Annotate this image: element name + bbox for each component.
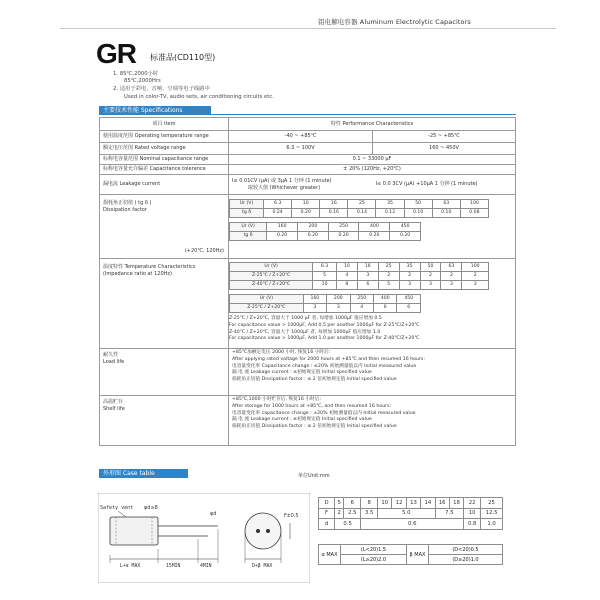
capacitor-body [110,517,158,545]
temp-notes [229,316,515,343]
beta-max-large: (D≥20)1.0 [429,555,503,565]
tc-z25-row-label: Z-25℃ / Z+20℃ [230,272,313,281]
df-voltage-row-cell: 63 [432,200,460,209]
alpha-max-short: (L<20)1.5 [341,545,407,555]
tc-hv-z25-row-cell: 6 [397,304,421,313]
leakage-formula-low: I≤ 0.01CV (μA) 或 3μA 1 分钟 (1 minute) [232,178,332,184]
cap-range-value: 0.1 ~ 33000 μF [229,155,516,165]
dim-value: 0.8 [464,519,481,530]
dim-label: d [319,519,335,530]
df-hv-voltage-row-cell: 250 [328,223,359,232]
df-voltage-row-cell: 100 [460,200,488,209]
cap-tolerance-label: 标称电容量允许偏差 Capacitance tolerance [100,165,229,175]
dim-value: 12 [392,498,406,509]
dim-value: 22 [464,498,481,509]
df-hv-tg-row-cell: 0.20 [297,232,328,241]
dimension-table [318,497,503,530]
cap-tolerance-value: ± 20% (120Hz, +20℃) [229,165,516,175]
dim-label: F [319,508,335,519]
dim-row-d [319,498,503,509]
df-table-high-voltage [229,222,421,241]
dim-value: 7.5 [435,508,464,519]
dim-value: 0.6 [361,519,464,530]
spec-table [99,117,516,446]
tc-z25-row-cell: 2 [378,272,399,281]
tc-z40-row-cell: 10 [313,281,337,290]
df-tg-row-cell: 0.24 [264,209,292,218]
df-hv-tg-row-cell: 0.20 [390,232,421,241]
temp-note-line: Z-40℃ / Z+20℃, 容量大于 1000μF 者, 每增加 1000μF 值应增加 1.0 [229,329,381,335]
tc-hv-z25-row-cell: 3 [327,304,350,313]
tc-hv-voltage-row-cell: 160 [303,295,326,304]
df-label-cn: 损耗角正切值 ( tg δ ) [103,200,152,206]
tc-hv-voltage-row-cell: 450 [397,295,421,304]
load-life-line: +85℃加额定电压 2000 小时, 恢复16 小时后: [232,350,331,355]
tc-z25-row-cell: 2 [441,272,462,281]
dim-value: 10 [464,508,481,519]
tc-voltage-row-cell: 16 [357,263,378,272]
df-hv-voltage-row-cell: 400 [359,223,390,232]
beta-max-small: (D<20)0.5 [429,545,503,555]
tc-z25-row [230,272,489,281]
tc-z25-row-cell: 2 [462,272,489,281]
dim-value: 3.5 [361,508,378,519]
df-hv-voltage-row-cell: 200 [297,223,328,232]
case-drawing [98,493,310,583]
df-voltage-row-cell: 50 [404,200,432,209]
op-temp-value-high: -25 ~ +85℃ [373,131,516,143]
load-life-text [229,349,516,396]
shelf-life-line: 损耗角正切值 Dissipation factor : ≤ 2 倍初始规定值 Initial specified value [232,424,397,430]
specifications-section-title: 主要技术性能 Specifications [99,106,211,115]
temp-tables-cell [229,259,516,349]
tc-z40-row-cell: 5 [378,281,399,290]
dim-value: 10 [378,498,392,509]
leakage-value-low [229,175,373,195]
page-header-title: 铝电解电容器 Aluminum Electrolytic Capacitors [318,18,471,26]
feature-line-1: 1. 85℃,2000小时 [113,71,159,77]
dim-value: 2.5 [344,508,361,519]
load-life-label-cn: 耐久性 [103,352,119,358]
shelf-life-label-cell [100,396,229,446]
dim-value: 16 [435,498,449,509]
load-life-line: 电容量变化率 Capacitance change : ≤20% 初始测量值以内 Initial measured value [232,363,417,369]
tc-z25-row-cell: 4 [336,272,357,281]
shelf-life-line: 电容量变化率 capacitance change : ±20% 初始测量值以内 Initial measured value [232,410,416,416]
df-tg-row-cell: 0.10 [404,209,432,218]
tc-voltage-row-cell: 63 [441,263,462,272]
df-voltage-row [230,200,489,209]
lead-15min-label: 15MIN [166,564,181,569]
feature-line-2: 85℃,2000Hrs [124,78,161,84]
tc-voltage-row-cell: 50 [420,263,441,272]
df-tg-row-cell: 0.10 [432,209,460,218]
df-hv-voltage-row-label: Ur (V) [230,223,267,232]
df-voltage-row-cell: 16 [320,200,348,209]
tc-voltage-row [230,263,489,272]
op-temp-value-low: -40 ~ +85℃ [229,131,373,143]
beta-max-label: β MAX [407,545,429,565]
df-label-en: Dissipation factor [103,206,147,213]
tc-hv-z25-row-cell: 4 [350,304,373,313]
lead-dia-label: φd [210,511,217,517]
temp-note-line: For capacitance value > 1000μF, Add 1.0 per another 1000μF for Z-40℃/Z+20℃ [229,336,420,342]
df-hv-tg-row-cell: 0.20 [267,232,298,241]
dim-row-f [319,508,503,519]
tolerance-table [318,544,503,565]
rated-voltage-high: 160 ~ 450V [373,143,516,155]
dim-value: 18 [449,498,463,509]
df-hv-tg-row [230,232,421,241]
tc-voltage-row-label: Ur (V) [230,263,313,272]
dim-value: 12.5 [481,508,503,519]
temp-label-cell [100,259,229,349]
op-temp-label: 使用温度范围 Operating temperature range [100,131,229,143]
df-hv-tg-row-cell: 0.20 [359,232,390,241]
tc-z40-row-cell: 3 [441,281,462,290]
tc-hv-voltage-row [230,295,421,304]
df-hv-tg-row-cell: 0.20 [328,232,359,241]
load-life-label-en: Load life [103,358,125,365]
tc-z25-row-cell: 2 [420,272,441,281]
dim-value: 6 [344,498,361,509]
phi-d-label: φd≥8 [144,505,158,511]
tc-hv-z25-row [230,304,421,313]
tc-hv-z25-row-cell: 6 [374,304,397,313]
df-hv-tg-row-label: tg δ [230,232,267,241]
df-tg-row-cell: 0.16 [320,209,348,218]
tc-z40-row-cell: 6 [357,281,378,290]
df-tg-row-cell: 0.14 [348,209,376,218]
header-divider [60,28,556,29]
temp-table-high-voltage [229,294,421,313]
df-voltage-row-cell: 6.3 [264,200,292,209]
dim-value: 5 [335,498,344,509]
leakage-note-low: 取较大值 (Whichever greater) [248,184,321,191]
tc-z40-row-cell: 3 [399,281,420,290]
load-life-label-cell [100,349,229,396]
shelf-life-line: +85℃,1000 小时贮存后, 恢复16 小时后: [232,397,321,402]
tc-z40-row [230,281,489,290]
dim-value: 14 [421,498,435,509]
dim-value: 25 [481,498,503,509]
df-label-cell [100,195,229,259]
tc-voltage-row-cell: 25 [378,263,399,272]
tc-voltage-row-cell: 10 [336,263,357,272]
df-voltage-row-cell: 35 [376,200,404,209]
dim-value: 2 [335,508,344,519]
df-tg-row-label: tg δ [230,209,264,218]
dim-row-d [319,519,503,530]
alpha-max-long: (L≥20)2.0 [341,555,407,565]
tc-hv-voltage-row-cell: 400 [374,295,397,304]
df-voltage-row-cell: 10 [292,200,320,209]
df-tg-row-cell: 0.12 [376,209,404,218]
dim-value: 1.0 [481,519,503,530]
tc-hv-voltage-row-label: Ur (V) [230,295,304,304]
load-life-line: 漏 电 流 Leakage current : ≤初始规定值 Initial specified value [232,370,372,376]
tc-voltage-row-cell: 35 [399,263,420,272]
pitch-label: F±0.5 [284,514,299,519]
tc-z40-row-cell: 8 [336,281,357,290]
leakage-label: 漏电流 Leakage current [100,175,229,195]
cap-range-label: 标称电容量范围 Nominal capacitance range [100,155,229,165]
series-subtitle: 标准品(CD110型) [150,53,216,62]
tc-hv-z25-row-cell: 3 [303,304,326,313]
tc-hv-voltage-row-cell: 200 [327,295,350,304]
dim-value: 0.5 [335,519,361,530]
shelf-life-label-cn: 高温贮存 [103,399,124,405]
lead-4min-label: 4MIN [200,564,212,569]
vent-leader [118,511,126,517]
case-section-title: 外形图 Case table [99,469,188,478]
shelf-life-line: 漏 电 流 Leakage current : ≤初始规定值 Initial specified value [232,417,372,423]
dim-value: 13 [406,498,420,509]
tc-hv-voltage-row-cell: 250 [350,295,373,304]
tc-z40-row-cell: 3 [420,281,441,290]
series-logo: GR [96,38,136,69]
temp-note-line: Z-25℃ / Z+20℃, 容量大于 1000 μF 者, 每增加 1000μF 值应增加 0.5 [229,316,382,321]
alpha-max-label: α MAX [319,545,341,565]
case-unit: 单位Unit:mm [298,473,330,479]
tc-voltage-row-cell: 100 [462,263,489,272]
df-hv-voltage-row-cell: 160 [267,223,298,232]
end-view-circle [245,513,281,549]
end-view-lead-a [256,529,260,533]
feature-line-4: Used in color-TV, audio sets, air conditioning circuits etc. [124,94,274,100]
temp-table-low-voltage [229,262,489,290]
df-voltage-row-label: Ur (V) [230,200,264,209]
leakage-formula-high: I≤ 0.0 3CV (μA) +10μA 1 分钟 (1 minute) [373,175,516,195]
feature-line-3: 2. 适用于彩电、音响、空调等电子线路中 [113,86,210,92]
section-rule [99,114,516,115]
temp-label-en: (Impedance ratio at 120Hz) [103,270,172,277]
shelf-life-text [229,396,516,446]
dim-value: 5.0 [378,508,435,519]
end-view-lead-b [266,529,270,533]
dim-label: D [319,498,335,509]
df-tg-row-cell: 0.20 [292,209,320,218]
shelf-life-line: After storage for 1000 hours at +85℃, and then resumed 16 hours: [232,403,392,409]
rated-voltage-label: 额定电压范围 Rated voltage range [100,143,229,155]
df-tables-cell [229,195,516,259]
df-condition: (+20℃, 120Hz) [184,247,224,254]
tc-z25-row-cell: 2 [399,272,420,281]
tc-z40-row-cell: 3 [462,281,489,290]
safety-vent-label: Safety vent [100,505,134,511]
load-life-line: 损耗角正切值 Dissipation factor : ≤ 2 倍初始规定值 Initial specified value [232,377,397,383]
dim-value: 8 [361,498,378,509]
df-hv-voltage-row [230,223,421,232]
tc-z25-row-cell: 5 [313,272,337,281]
df-table-low-voltage [229,199,489,218]
df-tg-row [230,209,489,218]
col-header-item: 项目 Item [100,118,229,131]
body-length-label: L+α MAX [120,564,141,569]
end-diameter-label: D+β MAX [252,564,273,569]
load-life-line: After applying rated voltage for 2000 hours at +85℃ and then resumed 16 hours: [232,356,425,362]
tc-voltage-row-cell: 6.3 [313,263,337,272]
shelf-life-label-en: Shelf life [103,405,125,412]
df-voltage-row-cell: 25 [348,200,376,209]
df-hv-voltage-row-cell: 450 [390,223,421,232]
temp-note-line: For capacitance value > 1000μF, Add 0.5 per another 1000μF for Z-25℃/Z+20℃ [229,322,420,328]
col-header-performance: 特性 Performance Characteristics [229,118,516,131]
rated-voltage-low: 6.3 ~ 100V [229,143,373,155]
df-tg-row-cell: 0.08 [460,209,488,218]
temp-label-cn: 温度特性 Temperature Characteristics [103,264,196,270]
tc-z40-row-label: Z-40℃ / Z+20℃ [230,281,313,290]
tc-hv-z25-row-label: Z-25℃ / Z+20℃ [230,304,304,313]
tc-z25-row-cell: 3 [357,272,378,281]
